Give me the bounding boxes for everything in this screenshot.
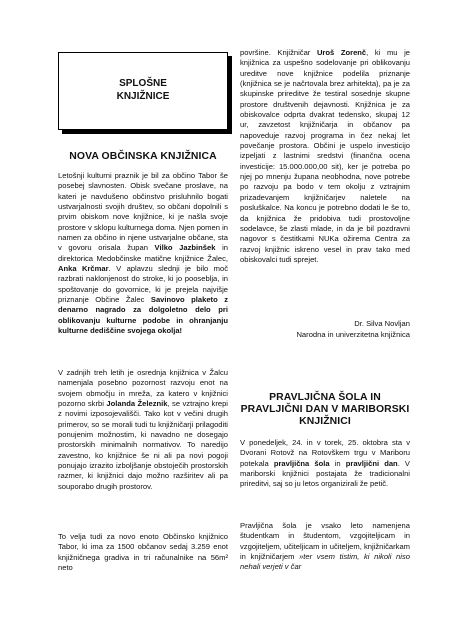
award-text: Savinovo plaketo z denarno nagrado za dolgoletno delo pri oblikovanju kulturne podobe in ohranjanju kulturne dediščine svojega okolja! (58, 295, 228, 336)
event-name: pravljični dan (345, 458, 398, 468)
article-paragraph (240, 438, 410, 490)
text-run: V ponedeljek, 24. in v torek, 25. oktobra sta v Dvorani Rotovž na Rotovškem trgu v Mariboru potekala (240, 438, 410, 468)
article-paragraph (58, 532, 228, 573)
person-name: Uroš Zorenč (316, 48, 367, 57)
text-run: Letošnji kulturni praznik je bil za občino Tabor še posebej slavnosten. Obisk svečane proslave, na kateri je navdušeno občinstvo prisluhnilo bogati ustvarjalnosti svojih društev, so občani dopolnili s prvim obiskom nove knjižnice, ki je našla svoje prostore v sklopu kulturnega doma. Njen pomen in namen za občino in njene ustvarjalne občane, sta v govoru orisala župan (58, 171, 228, 253)
author-organization: Narodna in univerzitetna knjižnica (296, 329, 410, 339)
text-run: in (329, 458, 346, 468)
text-run: , se vztrajno krepi z novimi izposojevališči. Tako kot v večini drugih primerov, so se morali tudi tu knjižničarji prilagoditi ponujenim možnostim, ki navadno ne dosegajo prostorskih minimalnih normativov. To naredijo zavestno, ko knjižnice še ni ali pa novi pogoji ponujajo izrazito izboljšanje obstoječih prostorskih razmer, ki knjižnici dajo možno razširitev ali pa souporabo drugih prostorov. (58, 399, 228, 491)
author-name: Dr. Silva Novljan (354, 319, 410, 328)
event-name: pravljična šola (273, 458, 330, 468)
text-run: in direktorica Medobčinske matične knjižnice Žalec, (58, 243, 229, 263)
article-paragraph (58, 368, 228, 492)
article-paragraph (58, 171, 228, 337)
article-paragraph (240, 48, 410, 265)
article-heading: PRAVLJIČNA ŠOLA IN PRAVLJIČNI DAN V MARIBORSKI KNJIŽNICI (240, 392, 410, 427)
article-paragraph (240, 521, 410, 573)
text-run: V zadnjih treh letih je osrednja knjižnica v Žalcu namenjala posebno pozornost razvoju enot na svojem območju in mreža, za katero v knjižnici pozorno skrbi (58, 368, 228, 409)
person-name: Anka Krčmar (58, 264, 109, 274)
person-name: Vilko Jazbinšek (154, 243, 216, 253)
section-label-box (58, 52, 228, 130)
text-run: Pravljična šola je vsako leto namenjena študentkam in študentom, vzgojiteljicam in vzgojiteljem, učiteljicam in učiteljem, knjižničarkam in knjižničarjem (240, 521, 410, 562)
author-signature (240, 319, 410, 340)
section-label: SPLOŠNE KNJIŽNICE (116, 78, 170, 102)
person-name: Jolanda Železnik (106, 399, 168, 409)
text-run: To velja tudi za novo enoto Občinsko knjižnico Tabor, ki ima za 1500 občanov sedaj 3.259 enot knjižničnega gradiva in tri računalnike na 56m² neto (58, 532, 228, 573)
quote-text: »ter vsem tistim, ki nikoli niso nehali verjeti v čar (240, 552, 410, 572)
text-run: površine. Knjižničar (240, 48, 317, 57)
text-run: . V mariborski knjižnici postajata že tradicionalni prireditvi, saj so ju letos organizirali že petič. (240, 458, 410, 489)
text-run: , ki mu je knjižnica za uspešno sodelovanje pri oblikovanju ureditve nove knjižnice podelila priznanje (knjižnica se je načrtovala brez arhitekta), pa je za skupinske prireditve že testiral sosednje skupne prostore društvenih dejavnosti. Knjižnica je za obiskovalce odprta dvakrat tedensko, skupaj 12 ur, zavzetost knjižničarja in občanov pa napovedujе razvoj programa in čez nekaj let povečanje prostora. Občini je uspelo investicijo izpeljati z lastnimi sredstvi (finančna ocena investicije: 15.000.000,00 sit), ker je potreba po njej po mnenju župana neobhodna, nove potrebe po razvoju pa bodo v tem okolju z vztrajnim prizadevanjem knjižničarjev naletele na posluškalce. Na koncu je potrebno dodati le še to, da knjižnica že pridobiva tudi prostovoljne sodelavce, še zlasti mlade, in da je bil pozdravni nagovor s čestitkami NUKa ožirema Centra za razvoj knjižnic iskreno vesel in prav tako med obiskovalci tudi sprejet. (240, 48, 410, 264)
text-run: . V aplavzu slednji je bilo moč razbrati naklonjenost do stroke, ki jo pooseblja, in spoštovanje do govornice, ki je prejela najvišje priznanje Občine Žalec (58, 264, 228, 305)
article-heading: NOVA OBČINSKA KNJIŽNICA (69, 151, 217, 162)
